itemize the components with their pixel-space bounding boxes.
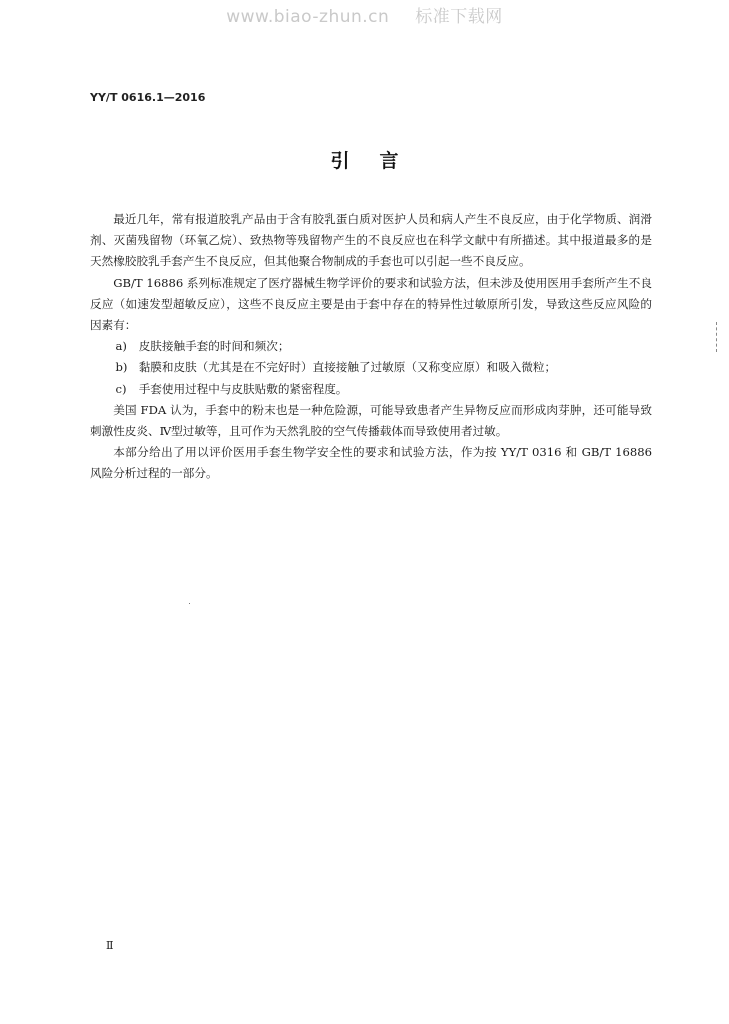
paragraph: 本部分给出了用以评价医用手套生物学安全性的要求和试验方法，作为按 YY/T 0316 和 GB/T 16886 风险分析过程的一部分。 xyxy=(90,445,652,481)
scan-edge-marks xyxy=(716,322,719,352)
document-code: YY/T 0616.1—2016 xyxy=(90,91,206,104)
section-title: 引言 xyxy=(330,150,429,172)
list-item-text: 皮肤接触手套的时间和频次； xyxy=(138,339,290,354)
paragraph: 最近几年，常有报道胶乳产品由于含有胶乳蛋白质对医护人员和病人产生不良反应，由于化学物质、润滑剂、灭菌残留物（环氧乙烷）、致热物等残留物产生的不良反应也在科学文献中有所描述。其中报道最多的是天然橡胶胶乳手套产生不良反应，但其他聚合物制成的手套也可以引起一些不良反应。 xyxy=(90,212,652,269)
list-item xyxy=(90,357,652,378)
page-number: Ⅱ xyxy=(106,939,114,952)
list-item-label: b) xyxy=(115,360,128,375)
paragraph: 美国 FDA 认为，手套中的粉末也是一种危险源，可能导致患者产生异物反应而形成肉芽肿，还可能导致刺激性皮炎、Ⅳ型过敏等，且可作为天然乳胶的空气传播载体而导致使用者过敏。 xyxy=(90,402,652,439)
watermark-site: www.biao-zhun.cn xyxy=(226,7,390,27)
list-item-text: 手套使用过程中与皮肤贴敷的紧密程度。 xyxy=(138,381,348,396)
list-item-label: c) xyxy=(115,381,127,396)
watermark-name: 标准下载网 xyxy=(415,7,503,27)
list-item xyxy=(90,379,652,400)
watermark xyxy=(0,2,729,27)
list-item xyxy=(90,336,652,357)
paragraph: GB/T 16886 系列标准规定了医疗器械生物学评价的要求和试验方法，但未涉及使用医用手套所产生不良反应（如速发型超敏反应），这些不良反应主要是由于套中存在的特异性过敏原所引发，导致这些反应风险的因素有： xyxy=(90,275,652,333)
scan-speck xyxy=(189,603,190,604)
list-item-label: a) xyxy=(115,339,127,354)
body-text xyxy=(90,209,652,485)
list-item-text: 黏膜和皮肤（尤其是在不完好时）直接接触了过敏原（又称变应原）和吸入微粒； xyxy=(138,360,557,375)
